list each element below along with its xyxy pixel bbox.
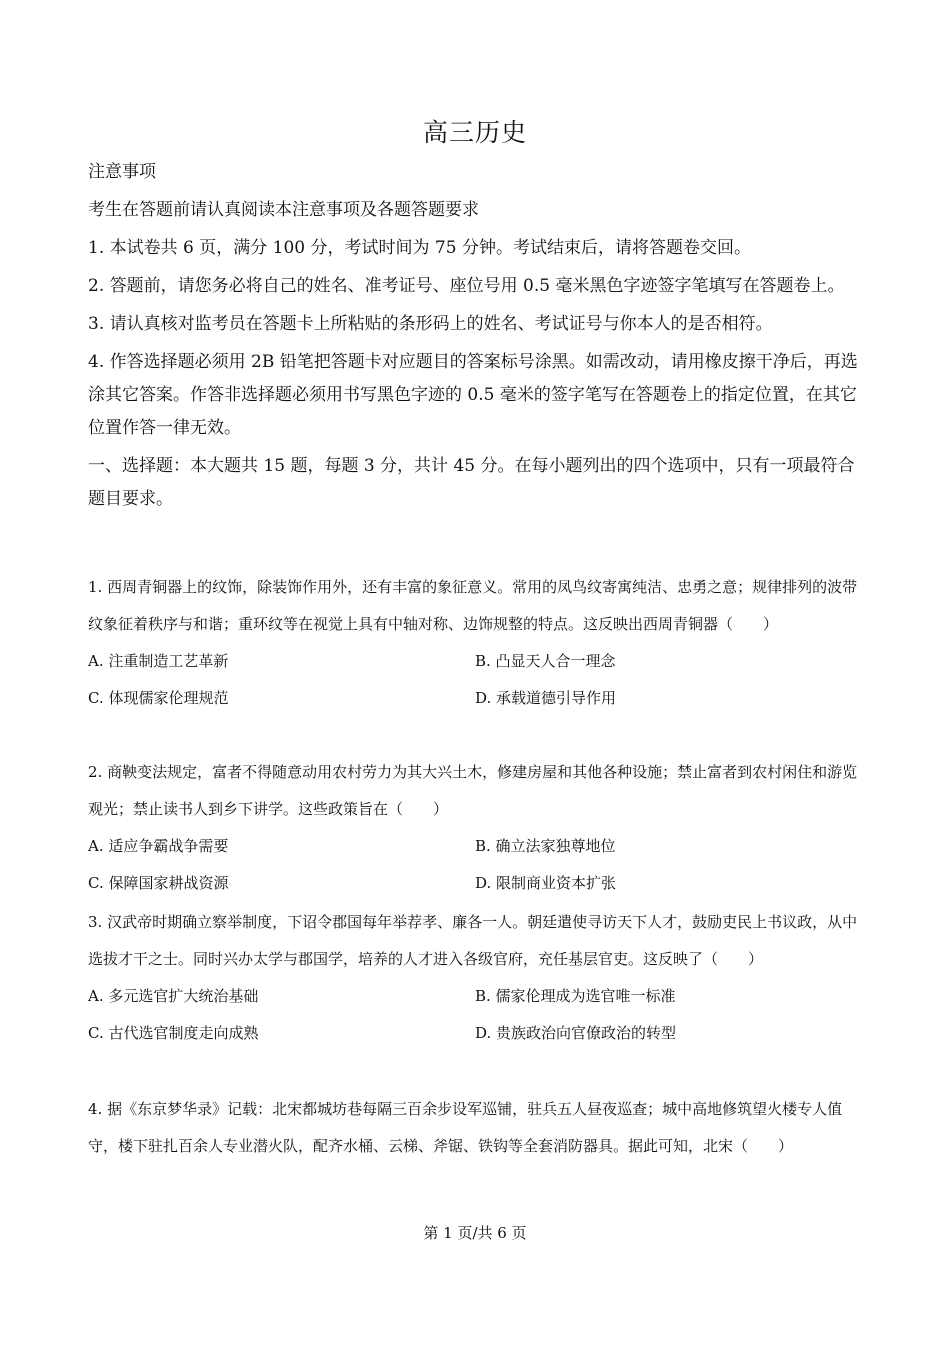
option-a: A. 适应争霸战争需要 xyxy=(88,837,229,855)
notice-item: 4. 作答选择题必须用 2B 铅笔把答题卡对应题目的答案标号涂黑。如需改动，请用橡皮擦干净后，再选涂其它答案。作答非选择题必须用书写黑色字迹的 0.5 毫米的签字笔写在答题卷上的指定位置，在其它位置作答一律无效。 xyxy=(88,352,858,438)
section-heading: 一、选择题：本大题共 15 题，每题 3 分，共计 45 分。在每小题列出的四个选项中，只有一项最符合题目要求。 xyxy=(88,456,855,509)
option-a: A. 多元选官扩大统治基础 xyxy=(88,987,259,1005)
option-b: B. 确立法家独尊地位 xyxy=(475,837,616,855)
notice-item: 2. 答题前，请您务必将自己的姓名、准考证号、座位号用 0.5 毫米黑色字迹签字笔填写在答题卷上。 xyxy=(88,276,845,296)
option-b: B. 儒家伦理成为选官唯一标准 xyxy=(475,987,676,1005)
notice-heading: 注意事项 xyxy=(88,162,156,182)
option-list xyxy=(88,978,866,1052)
option-d: D. 贵族政治向官僚政治的转型 xyxy=(475,1024,677,1042)
option-c: C. 体现儒家伦理规范 xyxy=(88,689,229,707)
option-list xyxy=(88,828,866,902)
question-4 xyxy=(88,1091,866,1165)
page-number: 第 1 页/共 6 页 xyxy=(423,1224,527,1242)
notice-section xyxy=(88,156,866,516)
notice-intro: 考生在答题前请认真阅读本注意事项及各题答题要求 xyxy=(88,200,479,220)
question-stem: 3. 汉武帝时期确立察举制度，下诏令郡国每年举荐孝、廉各一人。朝廷遣使寻访天下人才，鼓励吏民上书议政，从中选拔才干之士。同时兴办太学与郡国学，培养的人才进入各级官府，充任基层官吏。这反映了（ ） xyxy=(88,913,858,968)
question-stem: 4. 据《东京梦华录》记载：北宋都城坊巷每隔三百余步设军巡铺，驻兵五人昼夜巡查；城中高地修筑望火楼专人值守，楼下驻扎百余人专业潜火队，配齐水桶、云梯、斧锯、铁钩等全套消防器具。据此可知，北宋（ ） xyxy=(88,1100,843,1155)
question-stem: 1. 西周青铜器上的纹饰，除装饰作用外，还有丰富的象征意义。常用的凤鸟纹寄寓纯洁、忠勇之意；规律排列的波带纹象征着秩序与和谐；重环纹等在视觉上具有中轴对称、边饰规整的特点。这反映出西周青铜器（ ） xyxy=(88,578,858,633)
option-d: D. 承载道德引导作用 xyxy=(475,689,617,707)
option-b: B. 凸显天人合一理念 xyxy=(475,652,616,670)
question-1 xyxy=(88,569,866,717)
option-c: C. 古代选官制度走向成熟 xyxy=(88,1024,259,1042)
option-c: C. 保障国家耕战资源 xyxy=(88,874,229,892)
option-d: D. 限制商业资本扩张 xyxy=(475,874,617,892)
question-2 xyxy=(88,754,866,902)
notice-item: 1. 本试卷共 6 页，满分 100 分，考试时间为 75 分钟。考试结束后，请将答题卷交回。 xyxy=(88,238,751,258)
question-stem: 2. 商鞅变法规定，富者不得随意动用农村劳力为其大兴土木，修建房屋和其他各种设施；禁止富者到农村闲住和游览观光；禁止读书人到乡下讲学。这些政策旨在（ ） xyxy=(88,763,858,818)
option-a: A. 注重制造工艺革新 xyxy=(88,652,229,670)
page-title: 高三历史 xyxy=(422,118,527,147)
question-3 xyxy=(88,904,866,1052)
notice-item: 3. 请认真核对监考员在答题卡上所粘贴的条形码上的姓名、考试证号与你本人的是否相符。 xyxy=(88,314,773,334)
option-list xyxy=(88,643,866,717)
